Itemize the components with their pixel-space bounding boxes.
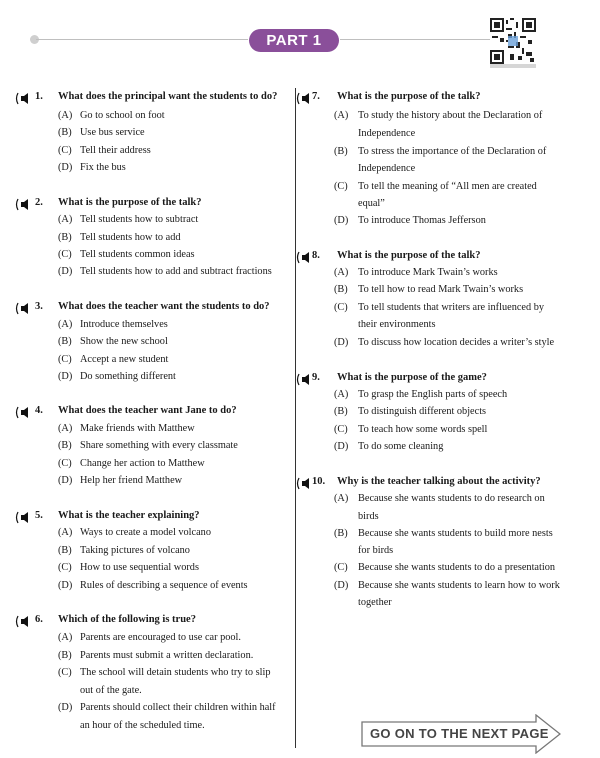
option-letter: (D) <box>58 371 73 382</box>
question-text: What does the principal want the students to do? <box>58 91 278 102</box>
header-rule-left <box>36 39 248 40</box>
question-number: 3. <box>35 301 43 312</box>
option-letter: (D) <box>58 266 73 277</box>
option-text: How to use sequential words <box>80 562 199 573</box>
question-number: 8. <box>312 250 320 261</box>
qr-code-icon[interactable] <box>490 18 536 64</box>
speaker-icon[interactable] <box>15 198 30 211</box>
option-text: Taking pictures of volcano <box>80 545 190 556</box>
option-letter: (B) <box>334 406 348 417</box>
option-letter: (D) <box>58 162 73 173</box>
option-letter: (D) <box>58 580 73 591</box>
speaker-icon[interactable] <box>15 302 30 315</box>
option-text: Go to school on foot <box>80 110 165 121</box>
option-text: To tell how to read Mark Twain’s works <box>358 284 524 295</box>
option-text-continued: their environments <box>358 319 436 330</box>
option-text: To discuss how location decides a writer’s style <box>358 337 555 348</box>
option-letter: (B) <box>334 528 348 539</box>
option-letter: (B) <box>334 284 348 295</box>
option-text: Parents should collect their children within half <box>80 702 276 713</box>
option-letter: (A) <box>334 267 349 278</box>
speaker-icon[interactable] <box>296 477 311 490</box>
question-text: What is the teacher explaining? <box>58 510 200 521</box>
option-text-continued: Independence <box>358 163 416 174</box>
option-text-continued: birds <box>358 511 379 522</box>
option-text: Use bus service <box>80 127 145 138</box>
option-letter: (B) <box>334 146 348 157</box>
question-number: 7. <box>312 91 320 102</box>
part-badge: PART 1 <box>249 29 339 52</box>
option-text: To introduce Mark Twain’s works <box>358 267 498 278</box>
speaker-icon[interactable] <box>15 615 30 628</box>
question-text: What does the teacher want the students to do? <box>58 301 270 312</box>
option-text: To distinguish different objects <box>358 406 487 417</box>
question-text: What does the teacher want Jane to do? <box>58 405 237 416</box>
question-number: 4. <box>35 405 43 416</box>
speaker-icon[interactable] <box>296 92 311 105</box>
question-text: What is the purpose of the talk? <box>337 250 481 261</box>
option-text: To tell students that writers are influenced by <box>358 302 544 313</box>
option-letter: (B) <box>58 232 72 243</box>
question-text: What is the purpose of the talk? <box>337 91 481 102</box>
option-text: Share something with every classmate <box>80 440 238 451</box>
option-letter: (D) <box>334 337 349 348</box>
option-text: Because she wants students to do research on <box>358 493 545 504</box>
option-text: Ways to create a model volcano <box>80 527 211 538</box>
option-text: To tell the meaning of “All men are created <box>358 181 537 192</box>
option-letter: (D) <box>334 215 349 226</box>
option-text-continued: for birds <box>358 545 394 556</box>
option-letter: (D) <box>334 441 349 452</box>
option-letter: (C) <box>334 424 348 435</box>
option-letter: (C) <box>58 458 72 469</box>
speaker-icon[interactable] <box>15 92 30 105</box>
option-letter: (A) <box>58 527 73 538</box>
option-text: Rules of describing a sequence of events <box>80 580 248 591</box>
option-letter: (A) <box>334 493 349 504</box>
option-letter: (B) <box>58 127 72 138</box>
header-rule-right <box>340 39 490 40</box>
question-text: What is the purpose of the talk? <box>58 197 202 208</box>
option-letter: (A) <box>58 632 73 643</box>
option-text: To introduce Thomas Jefferson <box>358 215 486 226</box>
option-letter: (D) <box>58 475 73 486</box>
speaker-icon[interactable] <box>296 251 311 264</box>
option-letter: (B) <box>58 545 72 556</box>
option-text: Tell students common ideas <box>80 249 195 260</box>
question-text: What is the purpose of the game? <box>337 372 487 383</box>
option-text: To teach how some words spell <box>358 424 488 435</box>
option-letter: (C) <box>58 145 72 156</box>
option-letter: (B) <box>58 440 72 451</box>
question-number: 10. <box>312 476 326 487</box>
question-text: Which of the following is true? <box>58 614 196 625</box>
option-letter: (A) <box>334 389 349 400</box>
option-text: To do some cleaning <box>358 441 444 452</box>
option-letter: (C) <box>334 302 348 313</box>
question-number: 1. <box>35 91 43 102</box>
option-text-continued: an hour of the scheduled time. <box>80 720 205 731</box>
speaker-icon[interactable] <box>15 406 30 419</box>
qr-code-caption <box>490 64 536 68</box>
option-text: To study the history about the Declaration of <box>358 110 543 121</box>
option-text: The school will detain students who try to slip <box>80 667 271 678</box>
option-text: Fix the bus <box>80 162 126 173</box>
speaker-icon[interactable] <box>296 373 311 386</box>
option-letter: (C) <box>334 562 348 573</box>
option-text: Show the new school <box>80 336 168 347</box>
option-text: Introduce themselves <box>80 319 168 330</box>
option-text: Parents must submit a written declaration. <box>80 650 254 661</box>
speaker-icon[interactable] <box>15 511 30 524</box>
question-number: 6. <box>35 614 43 625</box>
question-number: 5. <box>35 510 43 521</box>
option-text: Do something different <box>80 371 176 382</box>
option-text-continued: together <box>358 597 392 608</box>
option-text: Parents are encouraged to use car pool. <box>80 632 241 643</box>
question-number: 2. <box>35 197 43 208</box>
next-page-label: GO ON TO THE NEXT PAGE <box>370 726 549 741</box>
option-letter: (A) <box>334 110 349 121</box>
option-letter: (B) <box>58 336 72 347</box>
option-letter: (D) <box>334 580 349 591</box>
option-text-continued: Independence <box>358 128 416 139</box>
option-text: To grasp the English parts of speech <box>358 389 508 400</box>
option-letter: (C) <box>58 354 72 365</box>
option-letter: (A) <box>58 110 73 121</box>
option-text: Tell their address <box>80 145 151 156</box>
question-text: Why is the teacher talking about the activity? <box>337 476 541 487</box>
option-letter: (A) <box>58 214 73 225</box>
option-letter: (A) <box>58 319 73 330</box>
option-text: Tell students how to add and subtract fractions <box>80 266 272 277</box>
option-letter: (B) <box>58 650 72 661</box>
option-text: Accept a new student <box>80 354 169 365</box>
option-text: Make friends with Matthew <box>80 423 195 434</box>
option-text: Tell students how to add <box>80 232 181 243</box>
option-letter: (C) <box>58 667 72 678</box>
option-text-continued: out of the gate. <box>80 685 142 696</box>
question-number: 9. <box>312 372 320 383</box>
option-text: Change her action to Matthew <box>80 458 205 469</box>
option-text: To stress the importance of the Declaration of <box>358 146 547 157</box>
option-text: Help her friend Matthew <box>80 475 183 486</box>
option-text: Tell students how to subtract <box>80 214 199 225</box>
option-text: Because she wants students to build more nests <box>358 528 553 539</box>
option-text: Because she wants students to do a presentation <box>358 562 556 573</box>
option-letter: (C) <box>334 181 348 192</box>
column-divider <box>295 88 296 748</box>
option-letter: (A) <box>58 423 73 434</box>
option-text: Because she wants students to learn how to work <box>358 580 560 591</box>
option-letter: (D) <box>58 702 73 713</box>
option-text-continued: equal” <box>358 198 385 209</box>
option-letter: (C) <box>58 249 72 260</box>
option-letter: (C) <box>58 562 72 573</box>
